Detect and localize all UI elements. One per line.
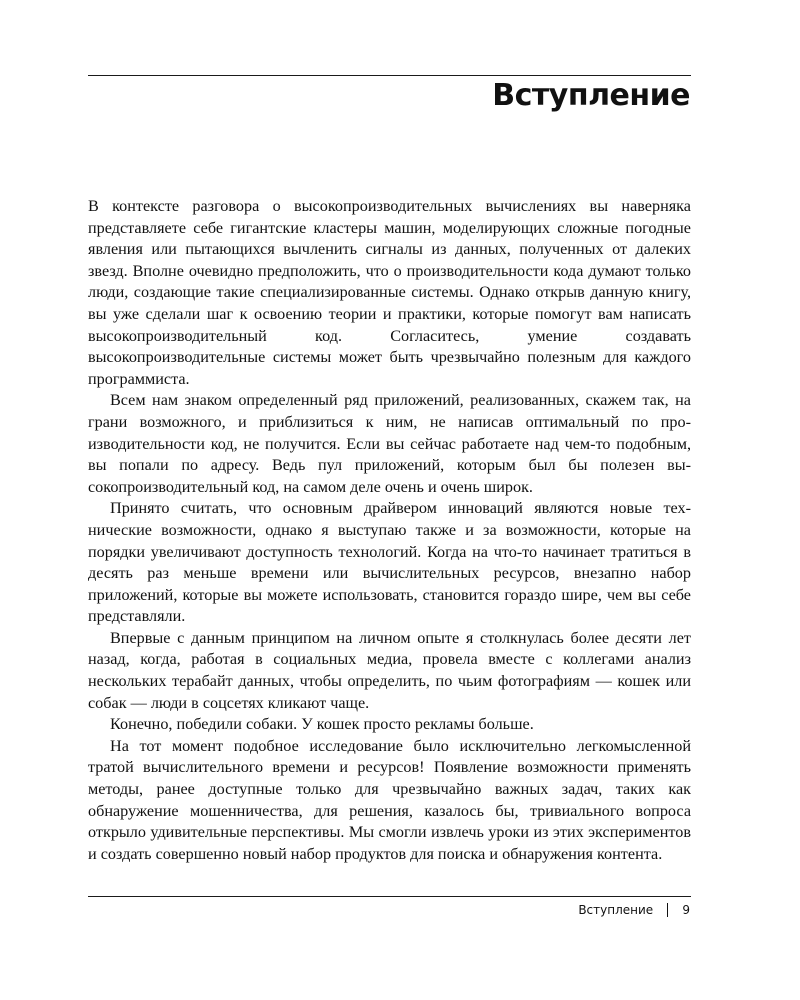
paragraph: Принято считать, что основным драйвером инноваций являются новые технические возможности, однако я выступаю также и за возможности, которые на порядки увеличивают доступность технологий. Когда на что-то начинает тратиться в десять раз меньше времени или вычислительных ресурсов, внезапно набор приложений, которые вы можете использовать, становится гораздо шире, чем вы себе представляли. (88, 499, 691, 626)
paragraph: В контексте разговора о высокопроизводительных вычислениях вы наверняка представляете себе гигантские кластеры машин, моделирующих сложные погодные явления или пытающихся вычленить сигналы из данных, полученных от далеких звезд. Вполне очевидно предположить, что о производительности кода думают только люди, создающие такие специализированные системы. Однако открыв данную книгу, вы уже сделали шаг к освоению теории и практики, которые помогут вам написать высокопроизводительный код. Согласитесь, умение создавать высокопроизводительные системы может быть чрезвычайно полезным для каждого программиста. (88, 197, 691, 388)
paragraph: На тот момент подобное исследование было исключительно легкомысленной тратой вычислительного времени и ресурсов! Появление возможности применять методы, ранее доступные только для чрезвычайно важных задач, таких как обнаружение мошенничества, для решения, казалось бы, тривиального вопроса открыло удивительные перспективы. Мы смогли извлечь уроки из этих экспериментов и создать совершенно новый набор продуктов для поиска и обнаружения контента. (88, 736, 691, 863)
paragraph: Всем нам знаком определенный ряд приложений, реализованных, скажем так, на грани возможного, и приблизиться к ним, не написав оптимальный по производительности код, не получится. Если вы сейчас работаете над чем-то подобным, вы попали по адресу. Ведь пул приложений, которым был бы полезен высокопроизводительный код, на самом деле очень и очень широк. (88, 391, 691, 496)
running-title: Вступление (578, 903, 654, 917)
page-footer (578, 903, 690, 917)
page-number: 9 (682, 903, 690, 917)
footer-separator (667, 903, 668, 917)
footer-rule (88, 896, 691, 897)
paragraph: Впервые с данным принципом на личном опыте я столкнулась более десяти лет назад, когда, работая в социальных медиа, провела вместе с коллегами анализ нескольких терабайт данных, чтобы определить, по чьим фотографиям — кошек или собак — люди в соцсетях кликают чаще. (88, 628, 691, 712)
body-text (88, 196, 691, 865)
header-rule (88, 75, 691, 76)
chapter-title: Вступление (492, 78, 690, 113)
paragraph: Конечно, победили собаки. У кошек просто рекламы больше. (110, 715, 534, 734)
